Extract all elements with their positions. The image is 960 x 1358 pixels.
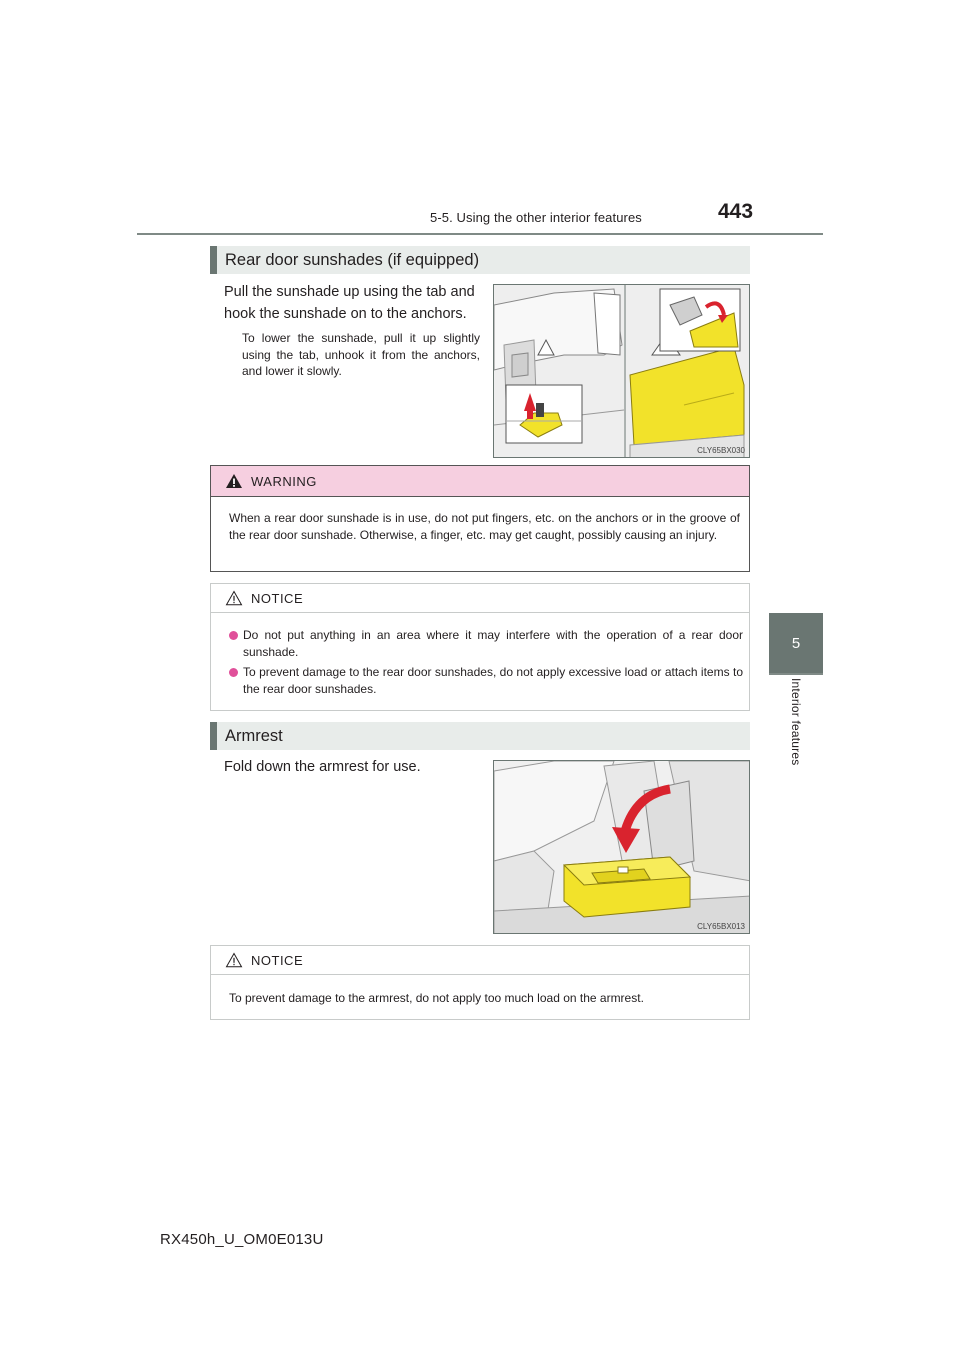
manual-code: RX450h_U_OM0E013U — [160, 1231, 324, 1248]
chapter-label: Interior features — [789, 678, 803, 766]
sunshade-illustration — [493, 284, 750, 458]
notice-armrest-text: To prevent damage to the armrest, do not apply too much load on the armrest. — [229, 991, 644, 1005]
caution-triangle-icon — [225, 952, 243, 968]
section-heading-armrest — [210, 722, 750, 750]
notice-box-sunshade — [210, 583, 750, 711]
section-heading-armrest-text: Armrest — [225, 726, 283, 745]
section-heading-sunshades — [210, 246, 750, 274]
section-heading-sunshades-text: Rear door sunshades (if equipped) — [225, 250, 480, 269]
sunshade-instruction: Pull the sunshade up using the tab and hook the sunshade on to the anchors. — [224, 284, 475, 322]
caution-triangle-icon — [225, 590, 243, 606]
notice-header-sunshade — [211, 584, 749, 613]
armrest-illustration-drawing — [494, 761, 750, 934]
running-header-section-title: 5-5. Using the other interior features — [430, 210, 642, 225]
notice-box-armrest — [210, 945, 750, 1020]
notice-label-sunshade: NOTICE — [251, 590, 304, 606]
warning-triangle-icon — [225, 473, 243, 489]
chapter-tab-rule — [769, 673, 823, 675]
header-rule — [137, 233, 823, 235]
warning-label: WARNING — [251, 473, 317, 489]
notice-label-armrest: NOTICE — [251, 952, 304, 968]
notice-item: To prevent damage to the rear door sunshades, do not apply excessive load or attach items to the rear door sunshades. — [243, 665, 743, 696]
warning-header — [211, 466, 749, 497]
sunshade-illustration-drawing — [494, 285, 750, 458]
armrest-illustration — [493, 760, 750, 934]
warning-box — [210, 465, 750, 572]
page-number: 443 — [718, 200, 754, 223]
sunshade-figure-code: CLY65BX030 — [697, 446, 745, 455]
armrest-figure-code: CLY65BX013 — [697, 922, 745, 931]
notice-header-armrest — [211, 946, 749, 975]
armrest-instruction: Fold down the armrest for use. — [224, 759, 421, 775]
chapter-number: 5 — [791, 634, 801, 652]
chapter-tab — [769, 613, 823, 673]
warning-text: When a rear door sunshade is in use, do not put fingers, etc. on the anchors or in the groove of the rear door sunshade. Otherwise, a finger, etc. may get caught, possibly causing an injury. — [229, 511, 740, 542]
sunshade-note: To lower the sunshade, pull it up slightly using the tab, unhook it from the anchors, and lower it slowly. — [242, 331, 480, 378]
notice-bullet-icon — [228, 629, 240, 641]
notice-item: Do not put anything in an area where it may interfere with the operation of a rear door sunshade. — [243, 628, 743, 659]
notice-bullet-icon — [228, 666, 240, 678]
